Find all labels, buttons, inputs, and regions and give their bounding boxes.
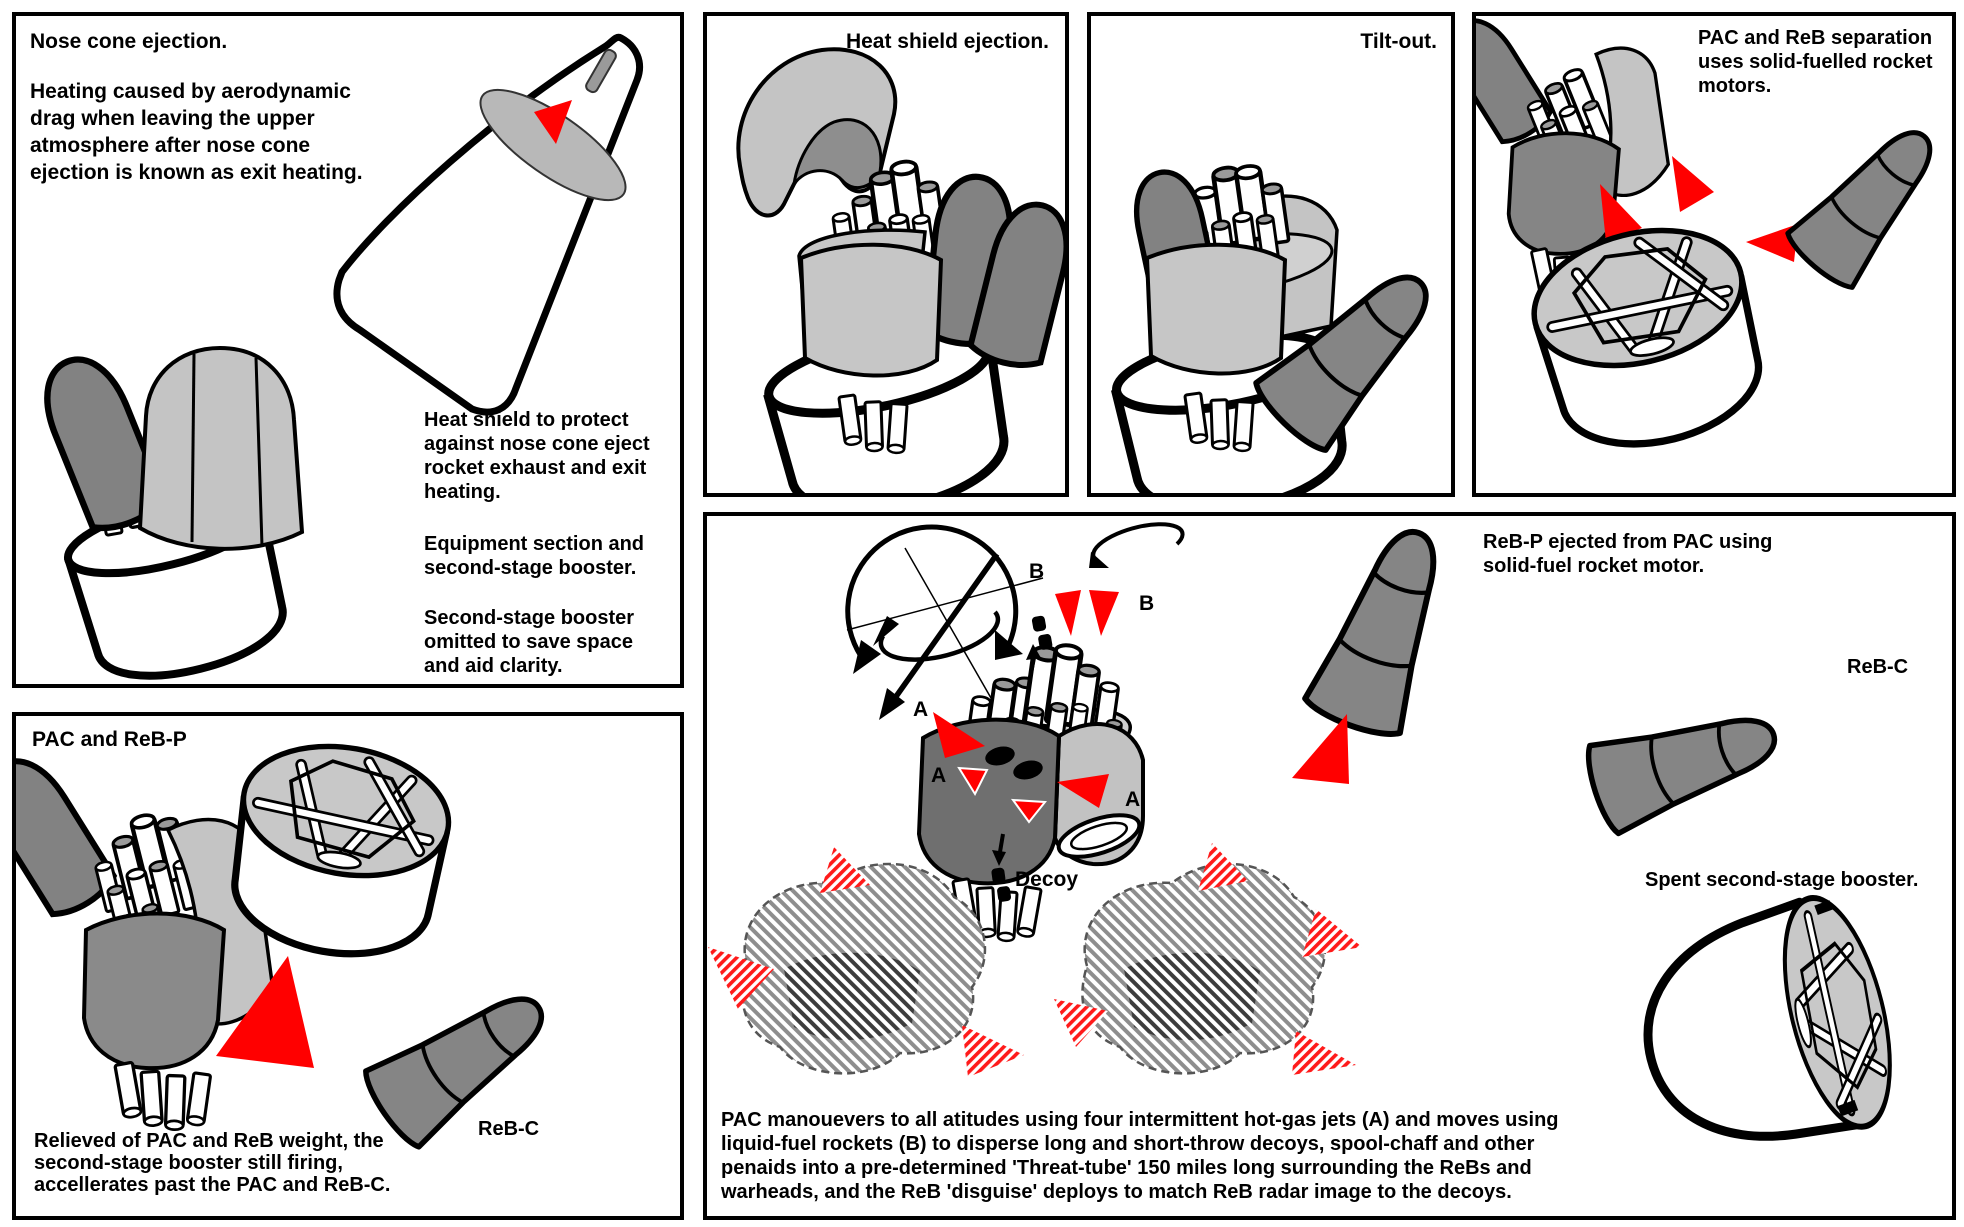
hatched-decoy xyxy=(1054,843,1362,1075)
pac-rebp-caption: Relieved of PAC and ReB weight, the second-stage booster still firing, accellerates past the PAC and ReB-C. xyxy=(34,1130,391,1196)
jet-label-b-2: B xyxy=(1139,592,1155,615)
pac-band xyxy=(1147,245,1285,374)
panel-pac-dispersal xyxy=(703,512,1956,1220)
reb-c-label: ReB-C xyxy=(1847,656,1909,678)
stack-with-tilted-reb xyxy=(1110,165,1451,493)
heat-shield-ejection-illustration xyxy=(707,16,1065,493)
decoy-pill-up xyxy=(1031,615,1053,651)
panel-nose-cone-ejection xyxy=(12,12,684,688)
reb-c-label: ReB-C xyxy=(478,1118,540,1140)
note-heat-shield: Heat shield to protect against nose cone eject rocket exhaust and exit heating. xyxy=(424,409,650,503)
rebp-caption: ReB-P ejected from PAC using solid-fuel rocket motor. xyxy=(1483,531,1773,577)
panel-tilt-out xyxy=(1087,12,1455,497)
reb-c-cone xyxy=(1783,109,1952,293)
panel-title: PAC and ReB separation uses solid-fuelled rocket motors. xyxy=(1698,27,1933,97)
reb-c-cone xyxy=(1581,691,1788,837)
nose-cone xyxy=(337,37,641,412)
nose-cone-paragraph: Heating caused by aerodynamic drag when leaving the upper atmosphere after nose cone ejection is known as exit heating. xyxy=(30,80,363,184)
panel-title: Tilt-out. xyxy=(1360,30,1437,53)
jet-label-a-2: A xyxy=(931,764,947,787)
panel-pac-and-rebp xyxy=(12,712,684,1220)
shielded-stack xyxy=(32,347,302,684)
jet-label-b-1: B xyxy=(1029,560,1045,583)
note-equipment-section: Equipment section and second-stage booster. xyxy=(424,533,645,579)
reb-p-cone xyxy=(1302,516,1467,742)
decoy-jet xyxy=(1292,1031,1356,1075)
panel-pac-reb-separation xyxy=(1472,12,1956,497)
pac-band xyxy=(84,914,224,1069)
heat-shield-on-stack xyxy=(140,348,302,549)
panel-title: PAC and ReB-P xyxy=(32,728,187,751)
rebp-eject-jet xyxy=(1292,714,1349,784)
panel-title: Nose cone ejection. xyxy=(30,30,228,53)
panel-heat-shield-ejection xyxy=(703,12,1069,497)
dispersal-paragraph: PAC manouevers to all atitudes using four intermittent hot-gas jets (A) and moves using liquid-fuel rockets (B) to disperse long and short-throw decoys, spool-chaff and other penaids into a pre-determined 'Threat-tube' 150 miles long surrounding the ReBs and warheads, and the ReB 'disguise' deploys to match ReB radar image to the decoys. xyxy=(721,1109,1559,1203)
jet-label-a-1: A xyxy=(913,698,929,721)
separation-jet xyxy=(1672,156,1714,212)
liquid-fuel-jet-b xyxy=(1089,590,1119,636)
decoy-label: Decoy xyxy=(1015,868,1079,891)
tilt-out-illustration xyxy=(1091,16,1451,493)
pac-band xyxy=(801,245,941,376)
spin-arc xyxy=(1089,524,1183,568)
spent-booster xyxy=(1623,888,1910,1173)
panel-title: Heat shield ejection. xyxy=(845,30,1049,53)
jet-label-a-3: A xyxy=(1125,788,1141,811)
spent-booster-label: Spent second-stage booster. xyxy=(1645,869,1919,891)
decoy-jet xyxy=(962,1025,1024,1077)
liquid-fuel-jet-b xyxy=(1055,590,1081,636)
exposed-stack xyxy=(761,160,1065,493)
pac-cluster xyxy=(16,746,273,1130)
note-second-stage: Second-stage booster omitted to save space and aid clarity. xyxy=(424,607,635,677)
